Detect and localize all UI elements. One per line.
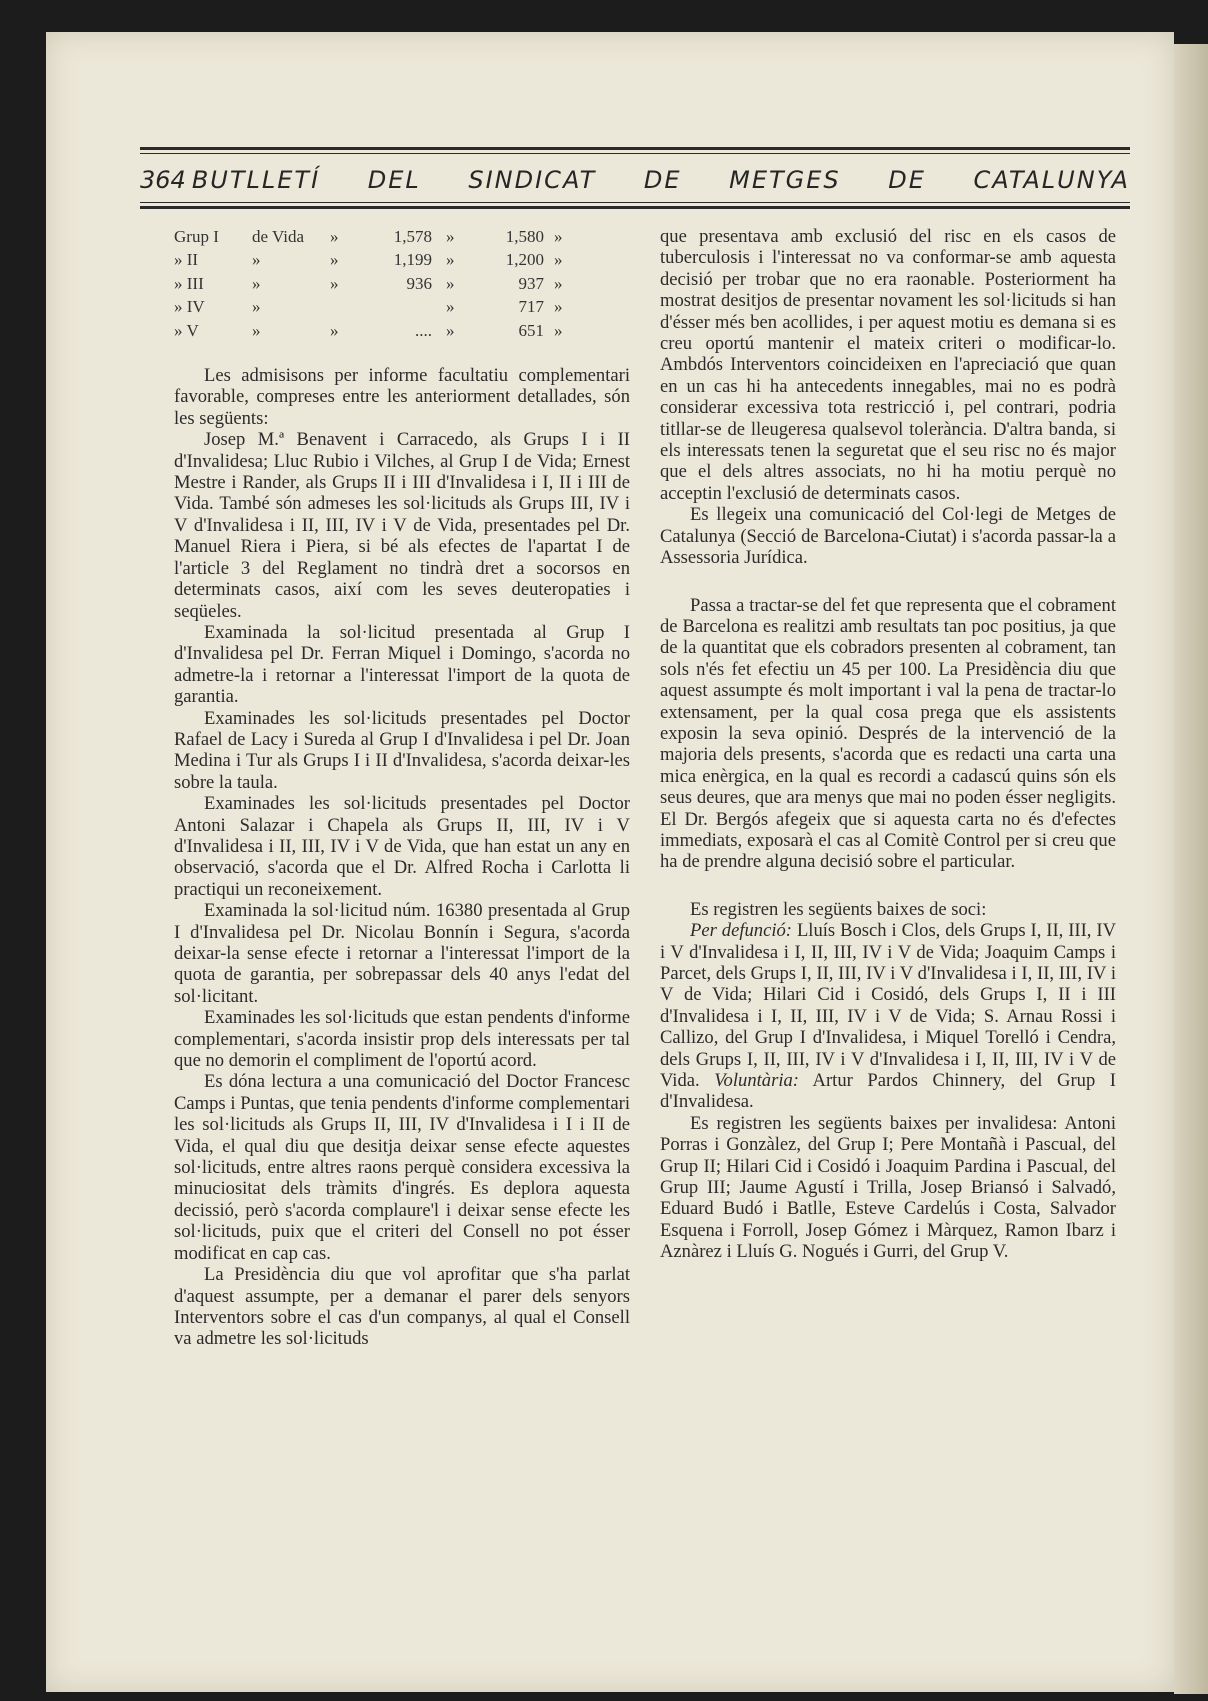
table-row: » III » » 936 » 937 » — [174, 273, 563, 293]
title-word: DE — [888, 166, 926, 194]
paragraph: Es dóna lectura a una comunicació del Doctor Francesc Camps i Puntas, que tenia pendents d'informe complementari les sol·licituds als Grups II, III, IV d'Invalidesa i I i II de Vida, el qual diu que desitja deixar sense efecte aquestes sol·licituds, entre altres raons perquè considera excessiva la minuciositat dels tràmits d'ingrés. Es deplora aquesta decissió, però s'acorda complaure'l i deixar sense efecte les sol·licituds, puix que el criteri del Consell no pot ésser modificat en cap cas. — [174, 1071, 630, 1264]
table-row: » V » » .... » 651 » — [174, 320, 563, 340]
table-row: Grup I de Vida » 1,578 » 1,580 » — [174, 227, 563, 246]
paragraph-defuncio: Per defunció: Lluís Bosch i Clos, dels Grups I, II, III, IV i V d'Invalidesa i I, II, III, IV i V de Vida; Joaquim Camps i Parcet, dels Grups I, II, III, IV i V d'Invalidesa i I, II, III, IV i V de Vida; Hilari Cid i Cosidó, dels Grups I, II i III d'Invalidesa i I, II, III, IV i V de Vida; S. Arnau Rossi i Callizo, del Grup I d'Invalidesa, i Miquel Torelló i Cendra, dels Grups I, II, III, IV i V d'Invalidesa i I, II, III, IV i V de Vida. Voluntària: Artur Pardos Chinnery, del Grup I d'Invalidesa. — [660, 920, 1117, 1113]
title-word: DEL — [367, 166, 421, 194]
title-word: DE — [643, 166, 682, 194]
page-header — [140, 162, 1130, 198]
paragraph: Es llegeix una comunicació del Col·legi de Metges de Catalunya (Secció de Barcelona-Ciutat) i s'acorda passar-la a Assessoria Jurídica. — [660, 504, 1116, 569]
paragraph: Examinades les sol·licituds que estan pendents d'informe complementari, s'acorda insistir prop dels interessats per tal que no demorin el compliment de l'oportú acord. — [174, 1007, 630, 1072]
paragraph: Les admisisons per informe facultatiu complementari favorable, compreses entre les anteriorment detallades, són les següents: — [174, 365, 630, 429]
left-column — [174, 226, 630, 1350]
title-word: CATALUNYA — [973, 166, 1130, 194]
paragraph: Examinades les sol·licituds presentades pel Doctor Antoni Salazar i Chapela als Grups II, III, IV i V d'Invalidesa i II, III, IV i V de Vida, que han estat un any en observació, s'acorda que el Dr. Alfred Rocha i Carlotta li practiqui un reconeixement. — [174, 793, 630, 900]
title-word: BUTLLETÍ — [191, 166, 321, 194]
paragraph: Josep M.ª Benavent i Carracedo, als Grups I i II d'Invalidesa; Lluc Rubio i Vilches, al Grup I de Vida; Ernest Mestre i Rander, als Grups II i III d'Invalidesa i I, II i III de Vida. També són admeses les sol·licituds als Grups III, IV i V d'Invalidesa i II, III, IV i V de Vida, presentades pel Dr. Manuel Riera i Piera, si bé als efectes de l'apartat I de l'article 3 del Reglament no tindrà dret a socorsos en determinats casos, així com les seves deuteropaties i seqüeles. — [174, 429, 630, 622]
paragraph: La Presidència diu que vol aprofitar que s'ha parlat d'aquest assumpte, per a demanar el parer dels senyors Interventors sobre el cas d'un companys, al qual el Consell va admetre les sol·licituds — [174, 1264, 630, 1350]
right-column — [660, 226, 1116, 1263]
stats-table — [174, 226, 574, 343]
paragraph: Examinades les sol·licituds presentades pel Doctor Rafael de Lacy i Sureda al Grup I d'Invalidesa i pel Dr. Joan Medina i Tur als Grups I i II d'Invalidesa, s'acorda deixar-les sobre la taula. — [174, 707, 630, 793]
header-rule-bottom — [140, 206, 1130, 209]
label-voluntaria: Voluntària: — [714, 1070, 799, 1092]
title-word: METGES — [729, 166, 841, 194]
page-number: 364 — [140, 166, 186, 194]
table-row: » II » » 1,199 » 1,200 » — [174, 250, 563, 270]
paragraph: Passa a tractar-se del fet que representa que el cobrament de Barcelona es realitzi amb resultats tan poc positius, ja que de la quantitat que els cobradors presenten al cobrament, tan sols n'és fet efectiu un 45 per 100. La Presidència diu que aquest assumpte és molt important i val la pena de tractar-lo extensament, per la qual cosa prega que els assistents exposin la seva opinió. Després de la intervenció de la majoria dels presents, s'acorda que es redacti una carta una mica enèrgica, en la qual es recordi a cadascú quins són els seus deures, que ara menys que mai no poden ésser negligits. El Dr. Bergós afegeix que si aquesta carta no és d'efectes immediats, exposarà el cas al Comitè Control per si creu que ha de prendre alguna decisió sobre el particular. — [660, 594, 1116, 873]
header-rule-bottom-thin — [140, 202, 1130, 203]
table-row: » IV » » 717 » — [174, 297, 563, 317]
journal-title — [192, 166, 1130, 194]
paragraph: Es registren les següents baixes per invalidesa: Antoni Porras i Gonzàlez, del Grup I; Pere Montañà i Pascual, del Grup II; Hilari Cid i Cosidó i Joaquim Pardina i Pascual, del Grup III; Jaume Agustí i Trilla, Josep Briansó i Salvadó, Eduard Budó i Batlle, Esteve Cardelús i Costa, Salvador Esquena i Forroll, Josep Gómez i Màrquez, Ramon Ibarz i Aznàrez i Lluís G. Nogués i Gurri, del Grup V. — [660, 1112, 1116, 1263]
paragraph: Examinada la sol·licitud presentada al Grup I d'Invalidesa pel Dr. Ferran Miquel i Domingo, s'acorda no admetre-la i retornar a l'interessat l'import de la quota de garantia. — [174, 621, 630, 708]
label-defuncio: Per defunció: — [690, 920, 792, 942]
header-rule-top — [140, 147, 1130, 150]
paragraph: Es registren les següents baixes de soci: — [690, 898, 987, 920]
paragraph: Examinada la sol·licitud núm. 16380 presentada al Grup I d'Invalidesa pel Dr. Nicolau Bonnín i Segura, s'acorda deixar-la sense efecte i retornar a l'interessat l'import de la quota de garantia, per sobrepassar dels 40 anys l'edat del sol·licitant. — [174, 900, 630, 1007]
page-edge — [1174, 44, 1208, 1694]
title-word: SINDICAT — [468, 166, 597, 194]
header-rule-top-thin — [140, 153, 1130, 154]
paragraph: que presentava amb exclusió del risc en els casos de tuberculosis i l'interessat no va conformar-se amb aquesta decisió per trobar que no era raonable. Posteriorment ha mostrat desitjos de presentar novament les sol·licituds si han d'ésser més ben acollides, i per aquest motiu es demana si es creu oportú mantenir el mateix criteri o modificar-lo. Ambdós Interventors coincideixen en l'apreciació que quan en un cas hi ha antecedents innegables, mai no es podrà considerar excessiva tota restricció i, pel contrari, podria titllar-se de lleugeresa qualsevol tolerància. D'altra banda, si els interessats tenen la seguretat que el seu risc no és major que el dels altres associats, no hi ha motiu perquè no acceptin l'exclusió de determinats casos. — [660, 226, 1116, 504]
